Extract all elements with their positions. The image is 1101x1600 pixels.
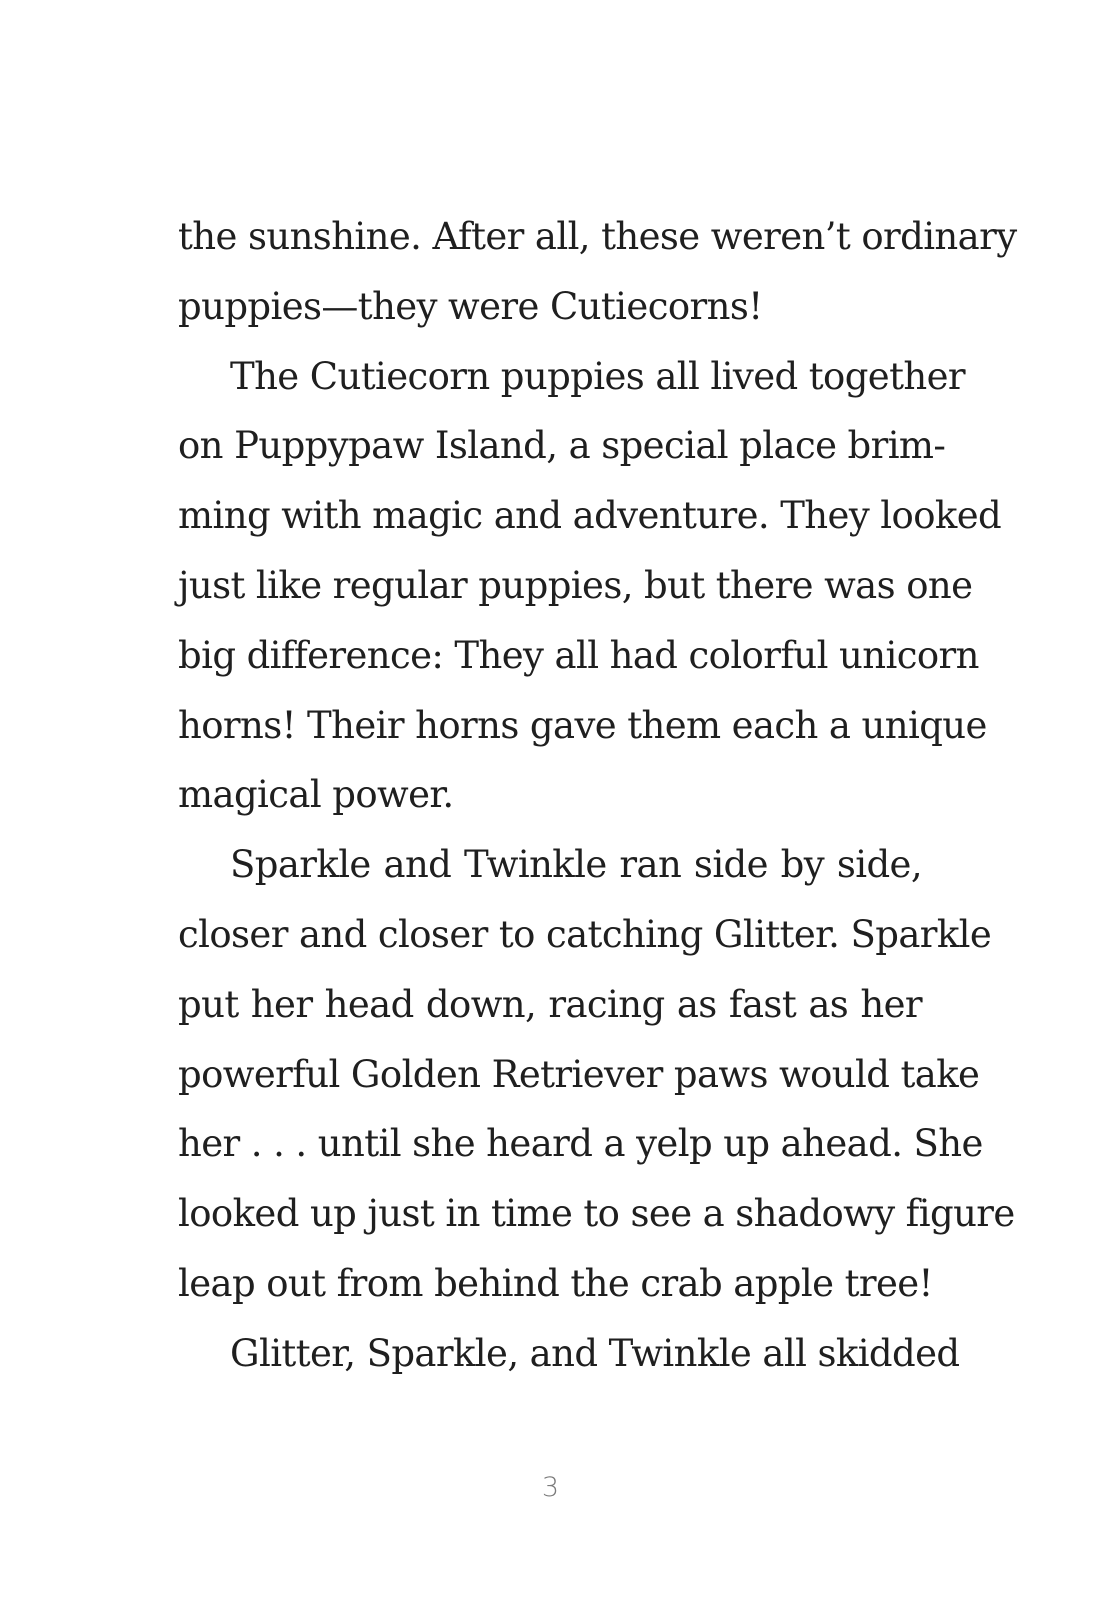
text-line: put her head down, racing as fast as her: [178, 982, 922, 1026]
text-line: ming with magic and adventure. They looked: [178, 494, 1002, 538]
text-line: puppies—they were Cutiecorns!: [178, 284, 763, 328]
text-line: just like regular puppies, but there was one: [178, 563, 973, 607]
text-line: magical power.: [178, 773, 454, 817]
text-line: the sunshine. After all, these weren’t ordinary: [178, 215, 1017, 258]
text-line: The Cutiecorn puppies all lived together: [230, 354, 965, 398]
text-line: leap out from behind the crab apple tree!: [178, 1261, 933, 1305]
page-number: 3: [541, 1472, 560, 1503]
text-line: her . . . until she heard a yelp up ahead. She: [178, 1122, 983, 1166]
text-line: horns! Their horns gave them each a unique: [178, 703, 987, 747]
text-line: big difference: They all had colorful unicorn: [178, 633, 979, 677]
text-line: closer and closer to catching Glitter. Sparkle: [178, 912, 992, 956]
body-text: [178, 202, 1017, 1389]
text-line: on Puppypaw Island, a special place brim-: [178, 424, 946, 468]
text-line: powerful Golden Retriever paws would take: [178, 1052, 980, 1096]
text-line: Glitter, Sparkle, and Twinkle all skidded: [230, 1331, 960, 1375]
text-line: looked up just in time to see a shadowy figure: [178, 1192, 1015, 1236]
text-line: Sparkle and Twinkle ran side by side,: [230, 843, 922, 887]
